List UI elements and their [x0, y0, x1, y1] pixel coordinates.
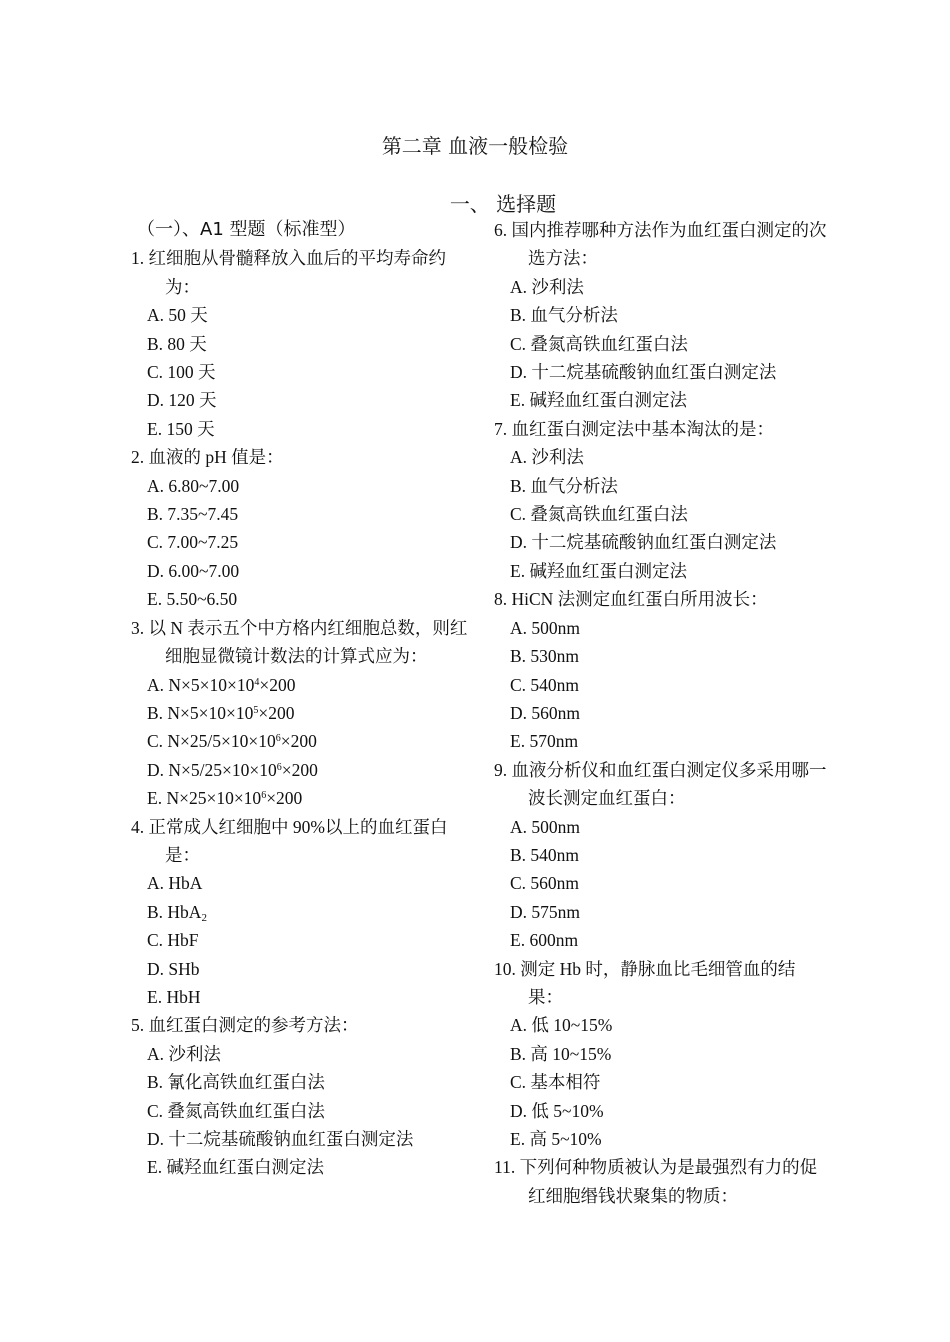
- q3-option-d: D. $N\times 5/25\times 10\times 10^6\times 200$: [147, 759, 318, 780]
- q2-option-c: C. 7.00~7.25: [147, 532, 239, 553]
- q9-option-a: A. 500nm: [510, 816, 580, 837]
- q2-option-e: E. 5.50~6.50: [147, 589, 238, 610]
- q4-option-d: D. SHb: [147, 958, 200, 979]
- question-1-stem: 1. 红细胞从骨髓释放入血后的平均寿命约为：: [131, 248, 446, 297]
- q8-option-b: B. 530nm: [510, 646, 580, 667]
- chapter-title: 第二章 血液一般检验: [381, 134, 569, 158]
- q8-option-d: D. 560nm: [510, 702, 580, 723]
- q7-option-c: C. 叠氮高铁血红蛋白法: [510, 504, 688, 525]
- q3-option-a: A. $N\times 5\times 10\times 10^4\times 200$: [147, 674, 296, 695]
- question-3-stem: 3. 以 N 表示五个中方格内红细胞总数，则红细胞显微镜计数法的计算式应为：: [131, 617, 468, 667]
- q8-option-c: C. 540nm: [510, 674, 580, 695]
- question-10-stem: 10. 测定 Hb 时，静脉血比毛细管血的结果：: [494, 958, 796, 1007]
- q8-option-e: E. 570nm: [510, 731, 579, 752]
- question-7-stem: 7. 血红蛋白测定法中基本淘汰的是：: [494, 418, 774, 439]
- question-4-stem: 4. 正常成人红细胞中 90%以上的血红蛋白是：: [131, 816, 448, 865]
- q9-option-c: C. 560nm: [510, 873, 580, 894]
- q2-option-a: A. 6.80~7.00: [147, 475, 240, 496]
- section-title: 一、 选择题: [449, 192, 557, 216]
- q4-option-a: A. HbA: [147, 873, 203, 894]
- q10-option-e: E. 高 5~10%: [510, 1129, 602, 1149]
- q3-option-e: E. $N\times 25\times 10\times 10^6\times 200$: [147, 788, 303, 809]
- q7-option-d: D. 十二烷基硫酸钠血红蛋白测定法: [510, 532, 777, 553]
- q1-option-b: B. 80 天: [147, 333, 207, 354]
- q5-option-b: B. 氰化高铁血红蛋白法: [147, 1072, 325, 1093]
- q2-option-b: B. 7.35~7.45: [147, 504, 239, 525]
- q2-option-d: D. 6.00~7.00: [147, 560, 240, 581]
- q7-option-e: E. 碱羟血红蛋白测定法: [510, 560, 687, 581]
- q8-option-a: A. 500nm: [510, 617, 580, 638]
- question-11-stem: 11. 下列何种物质被认为是最强烈有力的促红细胞缗钱状聚集的物质：: [494, 1157, 818, 1206]
- q3-option-b: B. $N\times 5\times 10\times 10^5\times 200$: [147, 702, 295, 723]
- q9-option-d: D. 575nm: [510, 901, 580, 922]
- q6-option-b: B. 血气分析法: [510, 305, 618, 326]
- question-2-stem: 2. 血液的 pH 值是：: [131, 447, 284, 468]
- q1-option-c: C. 100 天: [147, 362, 216, 383]
- question-6-stem: 6. 国内推荐哪种方法作为血红蛋白测定的次选方法：: [494, 220, 827, 269]
- q10-option-b: B. 高 10~15%: [510, 1043, 612, 1064]
- q6-option-c: C. 叠氮高铁血红蛋白法: [510, 333, 688, 354]
- question-5-stem: 5. 血红蛋白测定的参考方法：: [131, 1015, 359, 1036]
- right-column: [494, 216, 829, 1210]
- q5-option-a: A. 沙利法: [147, 1043, 221, 1064]
- subsection-title: （一）、A1 型题（标准型）: [137, 219, 356, 240]
- q4-option-c: C. HbF: [147, 930, 199, 951]
- q6-option-d: D. 十二烷基硫酸钠血红蛋白测定法: [510, 362, 777, 383]
- q10-option-c: C. 基本相符: [510, 1072, 601, 1093]
- q3-option-c: C. $N\times 25/5\times 10\times 10^6\times 200$: [147, 731, 317, 752]
- question-8-stem: 8. HiCN 法测定血红蛋白所用波长：: [494, 589, 768, 610]
- question-9-stem: 9. 血液分析仪和血红蛋白测定仪多采用哪一波长测定血红蛋白：: [494, 759, 827, 809]
- q1-option-d: D. 120 天: [147, 390, 217, 411]
- q4-option-b: B. HbA$_2$: [147, 901, 207, 924]
- q10-option-a: A. 低 10~15%: [510, 1015, 613, 1036]
- q10-option-d: D. 低 5~10%: [510, 1100, 604, 1121]
- q7-option-a: A. 沙利法: [510, 447, 584, 468]
- q6-option-a: A. 沙利法: [510, 276, 584, 297]
- q5-option-d: D. 十二烷基硫酸钠血红蛋白测定法: [147, 1129, 414, 1149]
- q1-option-e: E. 150 天: [147, 418, 215, 439]
- q5-option-e: E. 碱羟血红蛋白测定法: [147, 1157, 324, 1178]
- q9-option-e: E. 600nm: [510, 930, 579, 951]
- q4-option-e: E. HbH: [147, 986, 201, 1007]
- q1-option-a: A. 50 天: [147, 305, 208, 326]
- left-column: [131, 216, 471, 1182]
- q7-option-b: B. 血气分析法: [510, 475, 618, 496]
- q5-option-c: C. 叠氮高铁血红蛋白法: [147, 1100, 325, 1121]
- q9-option-b: B. 540nm: [510, 844, 580, 865]
- q6-option-e: E. 碱羟血红蛋白测定法: [510, 390, 687, 411]
